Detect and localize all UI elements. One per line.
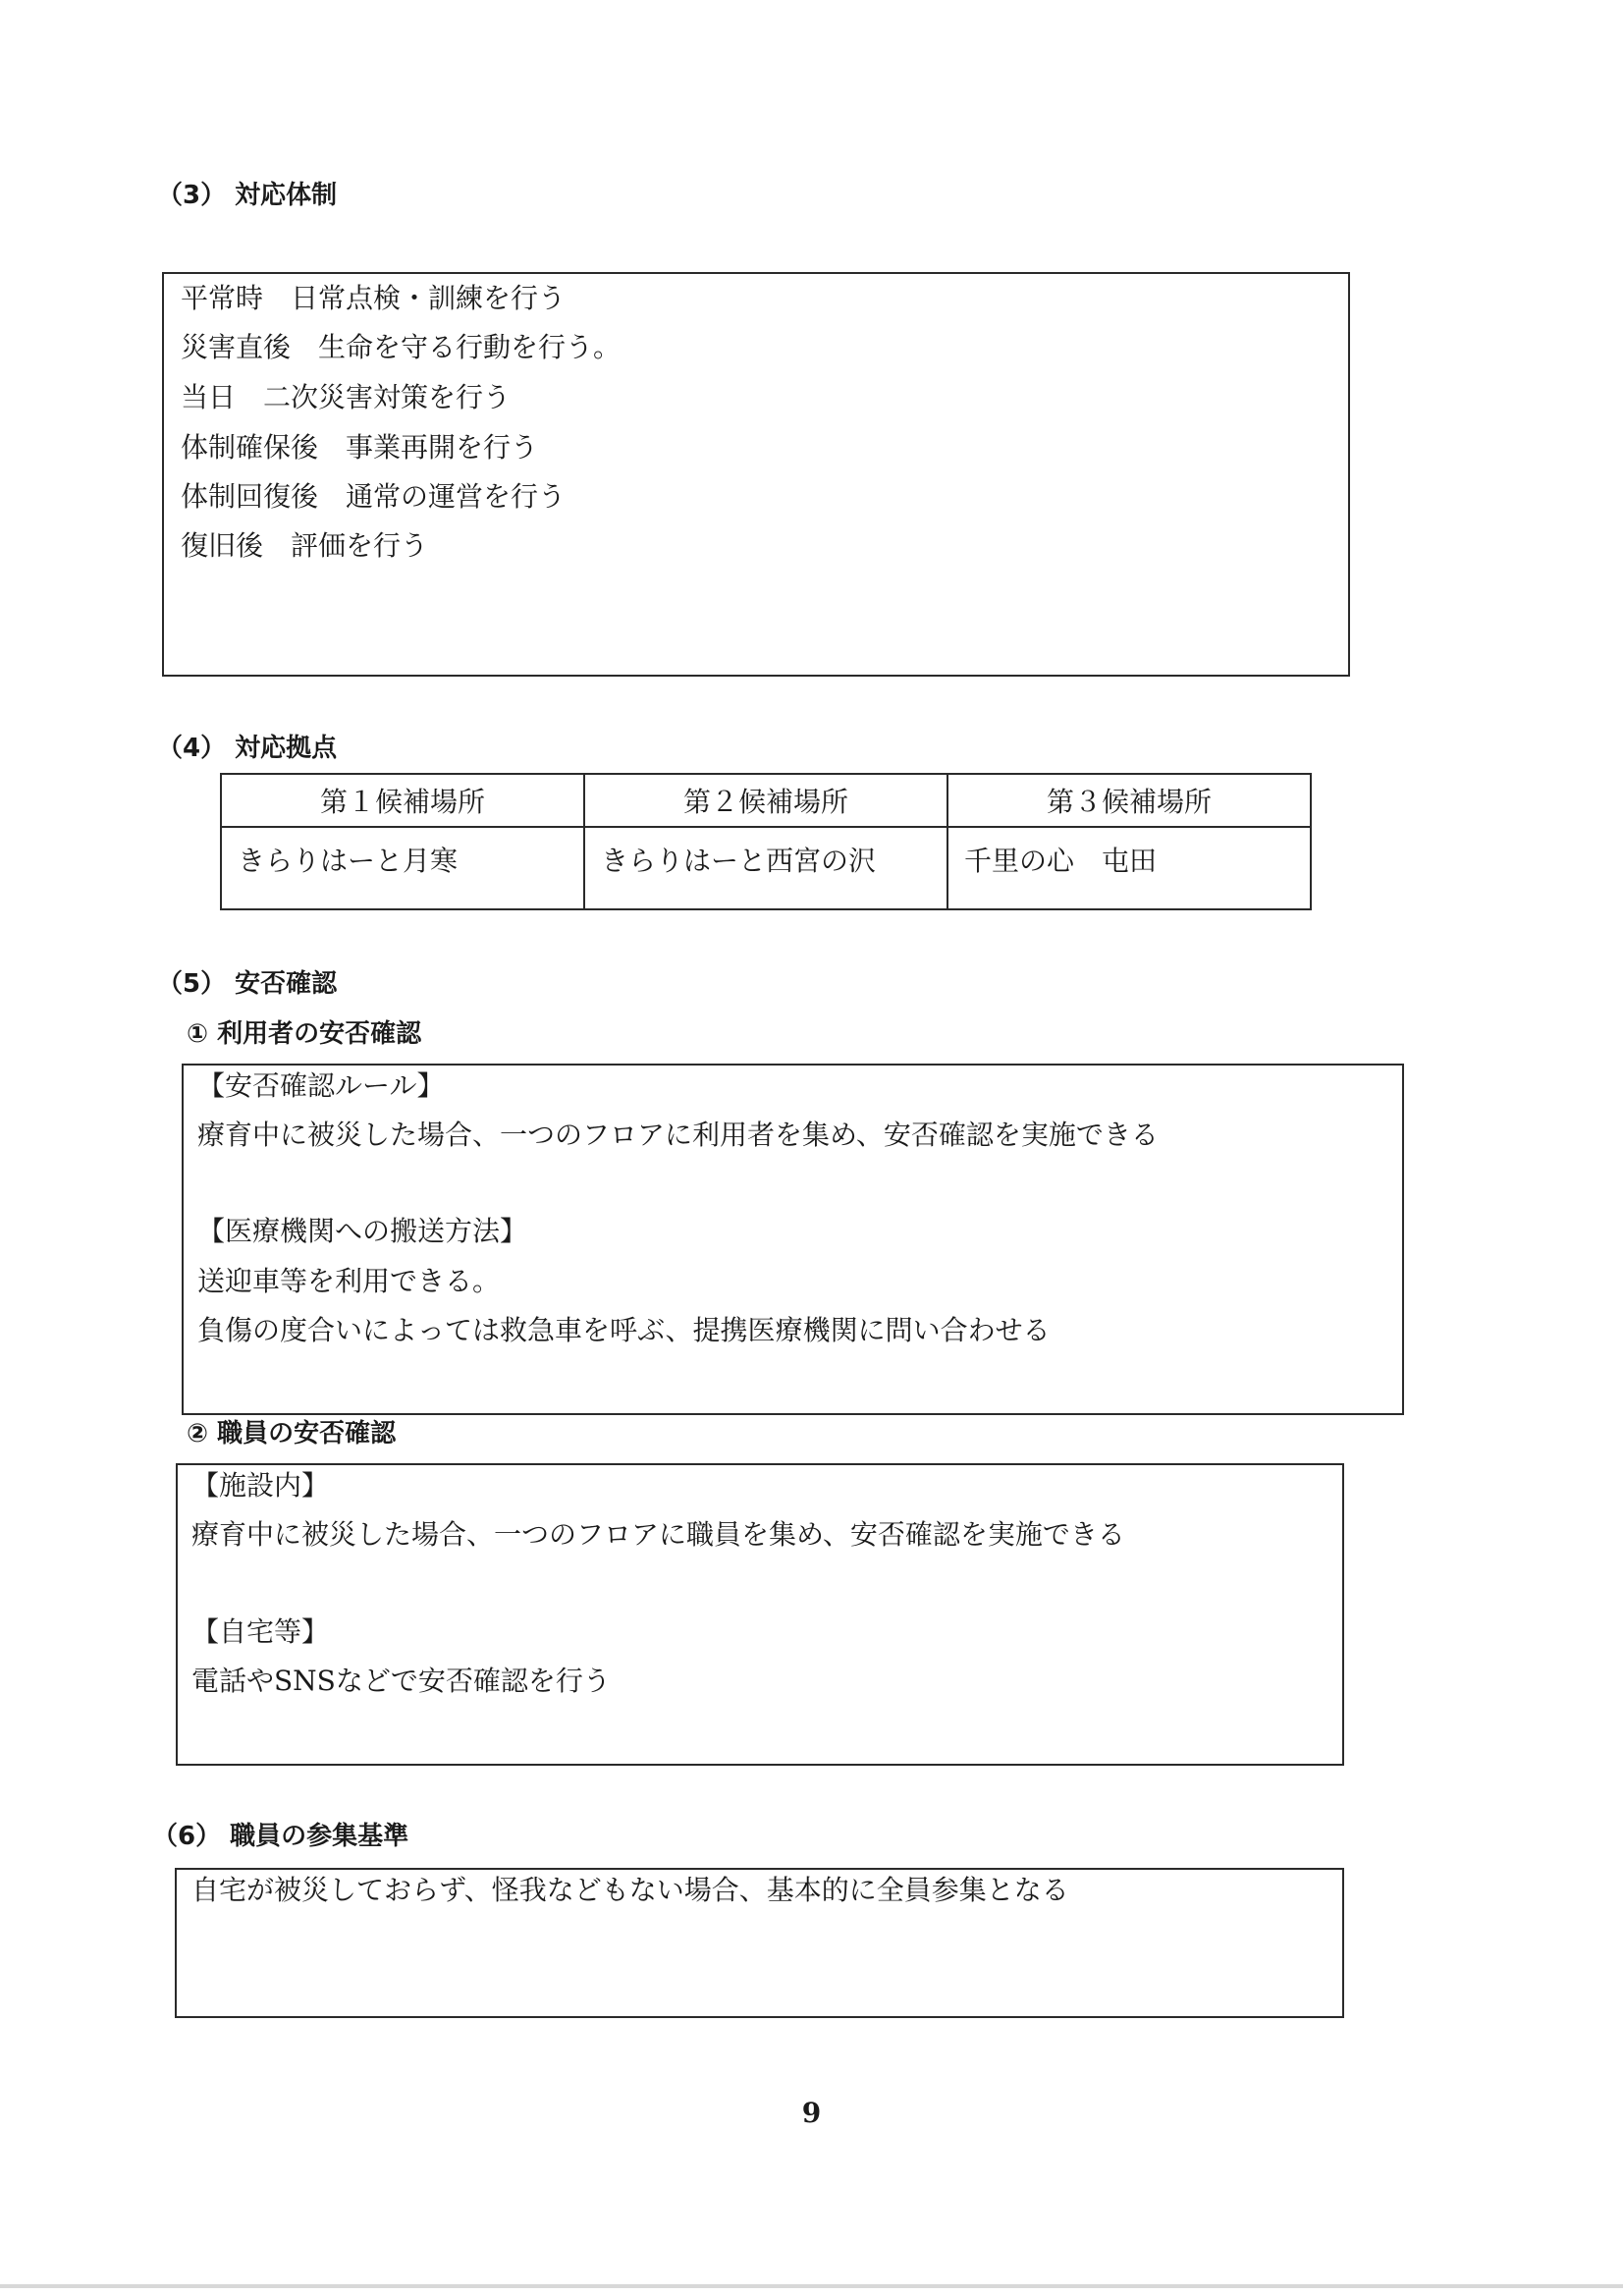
page-number: 9 (801, 2097, 822, 2129)
response-line: 体制確保後 事業再開を行う (181, 431, 539, 464)
facility-text: 療育中に被災した場合、一つのフロアに職員を集め、安否確認を実施できる (191, 1518, 1125, 1551)
section-5-heading: （5） 安否確認 (157, 969, 338, 999)
section-6-heading: （6） 職員の参集基準 (152, 1822, 409, 1851)
candidate-header-1: 第１候補場所 (221, 774, 584, 827)
response-line: 当日 二次災害対策を行う (181, 381, 512, 413)
facility-title: 【施設内】 (191, 1469, 330, 1502)
staff-safety-box (176, 1463, 1344, 1766)
home-title: 【自宅等】 (191, 1615, 330, 1648)
response-system-box (162, 272, 1350, 677)
candidate-value-3: 千里の心 屯田 (947, 827, 1311, 909)
candidate-header-3: 第３候補場所 (947, 774, 1311, 827)
staff-safety-heading: ② 職員の安否確認 (187, 1419, 397, 1449)
response-line: 平常時 日常点検・訓練を行う (181, 282, 567, 314)
section-3-heading: （3） 対応体制 (157, 181, 338, 210)
user-safety-box (182, 1064, 1404, 1415)
staff-assembly-box (175, 1868, 1344, 2018)
assembly-text: 自宅が被災しておらず、怪我などもない場合、基本的に全員参集となる (191, 1874, 1069, 1906)
scan-edge (0, 2284, 1623, 2288)
home-text: 電話やSNSなどで安否確認を行う (191, 1665, 611, 1697)
response-line: 災害直後 生命を守る行動を行う。 (181, 331, 622, 363)
transport-line-1: 送迎車等を利用できる。 (197, 1265, 501, 1297)
transport-line-2: 負傷の度合いによっては救急車を呼ぶ、提携医療機関に問い合わせる (197, 1314, 1051, 1346)
section-4-heading: （4） 対応拠点 (157, 734, 338, 763)
user-safety-heading: ① 利用者の安否確認 (187, 1019, 422, 1049)
candidate-value-1: きらりはーと月寒 (221, 827, 584, 909)
response-line: 体制回復後 通常の運営を行う (181, 480, 567, 513)
candidate-header-2: 第２候補場所 (584, 774, 947, 827)
rule-title: 【安否確認ルール】 (197, 1069, 445, 1102)
candidate-value-2: きらりはーと西宮の沢 (584, 827, 947, 909)
response-base-table (220, 773, 1312, 910)
rule-text: 療育中に被災した場合、一つのフロアに利用者を集め、安否確認を実施できる (197, 1119, 1159, 1151)
transport-title: 【医療機関への搬送方法】 (197, 1215, 528, 1247)
response-line: 復旧後 評価を行う (181, 529, 429, 562)
